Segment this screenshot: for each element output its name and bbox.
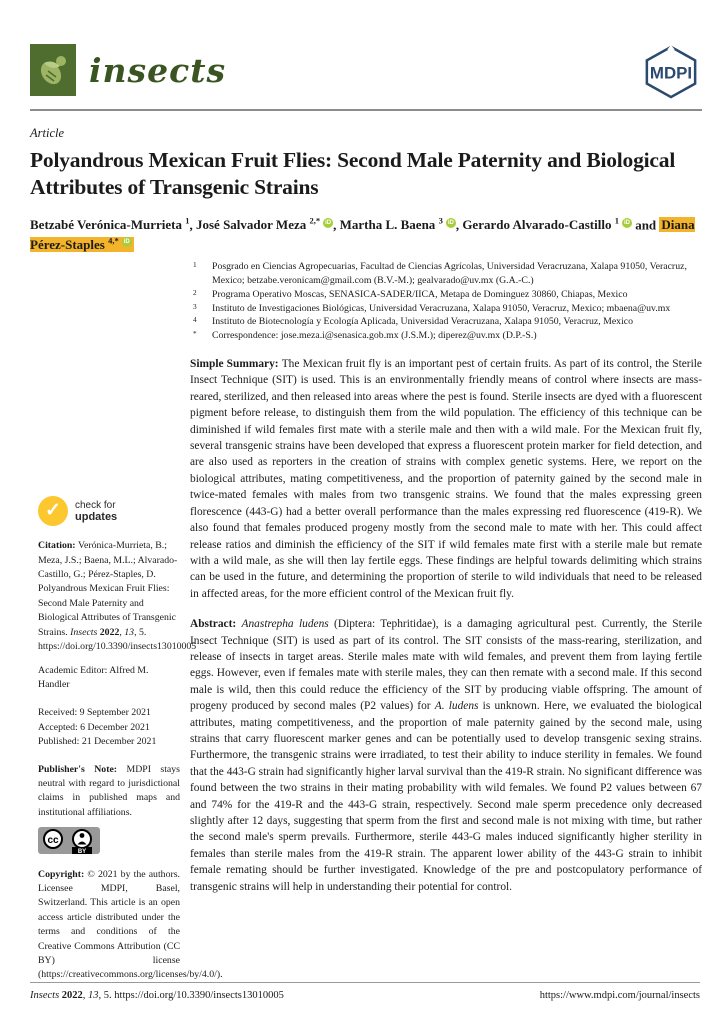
main-row — [30, 260, 702, 983]
abstract: Abstract: Anastrepha ludens (Diptera: Tephritidae), is a damaging agricultural pest. Currently, the Sterile Insect Technique (SIT) is used as part of its control. The SIT consists of the mass-rearing, sterilization, and release of insects in target areas. Sterile males mate with wild females, and prevent them from laying fertile eggs. However, even if females mate with sterile males, they can then remate with a second male. If this second male is wild, then this could reduce the efficiency of the SIT by producing viable offspring. The amount of progeny produced by second males (P2 values) for A. ludens is unknown. Here, we evaluated the biological attributes, mating competitiveness, and the proportion of male paternity gained by the second male, using strains that carry fluorescent marker genes and can be potentially used to develop transgenic sexing strains. Furthermore, the transgenic strains were irradiated, to test their ability to induce sterility in females. We found that the 443-G strain had significantly higher larval survival than the 419-R strain. No significant difference was found between the two strains in their mating probability with wild females. We found P2 values between 67 and 74% for the 419-R and the 443-G strain, respectively. Second male sperm precedence only decreased slightly after 12 days, suggesting that sperm from the first and second male is not mixing with time, but rather the second male's sperm prevails. Furthermore, sterile 443-G males induced significantly higher sterility in females than sterile males from the 419-R strain. The apparent lower ability of the 443-G strain to inhibit female remating should be further investigated. Knowledge of the pre and postcopulatory performance of transgenic strains will help in understanding their potential for control. — [190, 618, 703, 893]
mdpi-logo — [640, 44, 702, 105]
copyright-block: Copyright: © 2021 by the authors. Licensee MDPI, Basel, Switzerland. This article is an open access article distributed under the terms and conditions of the Creative Commons Attribution (CC BY) license (https://creativecommons.org/licenses/by/4.0/). — [38, 868, 223, 981]
affiliation-item: 3 Instituto de Investigaciones Biológicas, Universidad Veracruzana, Xalapa 91050, Veracruz, Mexico; mbaena@uv.mx — [193, 301, 671, 314]
author-name: Betzabé Verónica-Murrieta $^1$ — [30, 215, 190, 232]
affiliations-list — [190, 260, 702, 343]
orcid-icon[interactable]: iD — [623, 219, 630, 226]
footer-citation[interactable]: Insects 2022, 13, 5. https://doi.org/10.3390/insects13010005 — [30, 990, 284, 1001]
affiliation-item: 4 Instituto de Biotecnología y Ecología Aplicada, Universidad Veracruzana, Xalapa 91050, Veracruz, Mexico — [193, 315, 634, 328]
header-divider — [30, 109, 702, 111]
author-name: José Salvador Meza $^{2,*}$ iD — [195, 215, 332, 232]
author-name: Gerardo Alvarado-Castillo $^1$ iD — [462, 215, 630, 232]
orcid-icon[interactable]: iD — [447, 219, 454, 226]
footer-journal-link[interactable]: https://www.mdpi.com/journal/insects — [539, 990, 700, 1001]
check-updates-line2: updates — [75, 510, 118, 523]
by-label: BY — [77, 849, 87, 855]
sidebar — [30, 260, 223, 983]
insects-journal-logo-icon — [30, 44, 76, 96]
mdpi-logo-text: MDPI — [649, 63, 693, 83]
dates-block — [38, 706, 180, 749]
affiliation-item: 1 Posgrado en Ciencias Agropecuarias, Facultad de Ciencias Agrícolas, Universidad Veracruzana, Xalapa 91050, Veracruz, Mexico; betzabe.veronicam@gmail.com (B.V.-M.); gealvarado@uv.mx (G.A.-C.) — [193, 260, 687, 287]
academic-editor: Academic Editor: Alfred M. Handler — [38, 664, 149, 690]
page-footer — [30, 982, 700, 1001]
publisher-note: Publisher's Note: MDPI stays neutral with regard to jurisdictional claims in published maps and institutional affiliations. — [38, 763, 180, 818]
author-name: Martha L. Baena $^3$ iD — [339, 215, 454, 232]
cc-icon: cc — [47, 835, 59, 847]
footer-divider — [30, 982, 700, 983]
article-type-label: Article — [30, 126, 65, 140]
simple-summary: Simple Summary: The Mexican fruit fly is an important pest of certain fruits. As part of its control, the Sterile Insect Technique (SIT) is used. This is an environmentally friendly means of control where insects are mass-reared, sterilized, and then released into areas where the pest is found. Sterile insects are dyed with a fluorescent pigment before release, to distinguish them from the wild population. The efficiency of this technique can be diminished if wild females first mate with a sterile male and then with a wild male. For the Mexican fruit fly, several transgenic strains have been developed that express a fluorescent protein marker for field detection, and are also used as reporters in the creation of strains with complex genetic systems. Here, we report on the biological attributes, mating competitiveness, and the proportion of paternity gained by the second male in twice-mated females with males from two transgenic strains. We found that the males expressing green florescence (443-G) had a better overall performance than the males expressing red fluorescence (419-R). We also found that females produced progeny mostly from the second male to mate with her. This could affect release ratios and diminish the efficiency of the SIT if wild females mate first with a sterile male but remate with a wild male, as she will then lay fertile eggs. These findings are helpful towards delimiting which strains can be used in the future, and determining the proportion of sterile to wild individuals that need to be released in affected areas, for the more efficient control of the Mexican fruit fly. — [190, 358, 702, 600]
date-line: Accepted: 6 December 2021 — [38, 721, 150, 733]
citation-block: Citation: Verónica-Murrieta, B.; Meza, J.S.; Baena, M.L.; Alvarado-Castillo, G.; Pérez-Staples, D. Polyandrous Mexican Fruit Flies: Second Male Paternity and Biological Attributes of Transgenic Strains. Insects 2022, 13, 5. https://doi.org/10.3390/insects13010005 — [38, 540, 197, 653]
check-updates-line1: check for — [75, 499, 116, 511]
affiliation-item: 2 Programa Operativo Moscas, SENASICA-SADER/IICA, Metapa de Dominguez 30860, Chiapas, Mexico — [193, 287, 628, 300]
check-for-updates-badge[interactable] — [38, 496, 180, 526]
author-name: Diana Pérez-Staples $^{4,*}$ iD — [30, 216, 695, 252]
check-updates-label — [75, 500, 117, 524]
date-line: Published: 21 December 2021 — [38, 736, 157, 748]
check-icon: ✓ — [38, 496, 68, 526]
journal-logo-group — [30, 44, 226, 96]
orcid-icon[interactable]: iD — [325, 219, 332, 226]
orcid-icon[interactable]: iD — [123, 239, 130, 246]
cc-by-license-badge[interactable] — [38, 827, 100, 859]
date-line: Received: 9 September 2021 — [38, 707, 151, 719]
affiliation-item: * Correspondence: jose.meza.i@senasica.gob.mx (J.S.M.); diperez@uv.mx (D.P.-S.) — [193, 329, 537, 342]
person-icon — [80, 833, 85, 838]
journal-name: insects — [89, 50, 227, 90]
fly-icon — [34, 49, 72, 91]
content-column — [190, 260, 702, 983]
page-header — [30, 44, 702, 105]
authors-line: Betzabé Verónica-Murrieta $^1$, José Salvador Meza $^{2,*}$ iD , Martha L. Baena $^3$ iD , Gerardo Alvarado-Castillo $^1$ iD and Diana Pérez-Staples $^{4,*}$ iD — [30, 215, 695, 252]
page-title: Polyandrous Mexican Fruit Flies: Second Male Paternity and Biological Attributes of Transgenic Strains — [30, 148, 676, 200]
